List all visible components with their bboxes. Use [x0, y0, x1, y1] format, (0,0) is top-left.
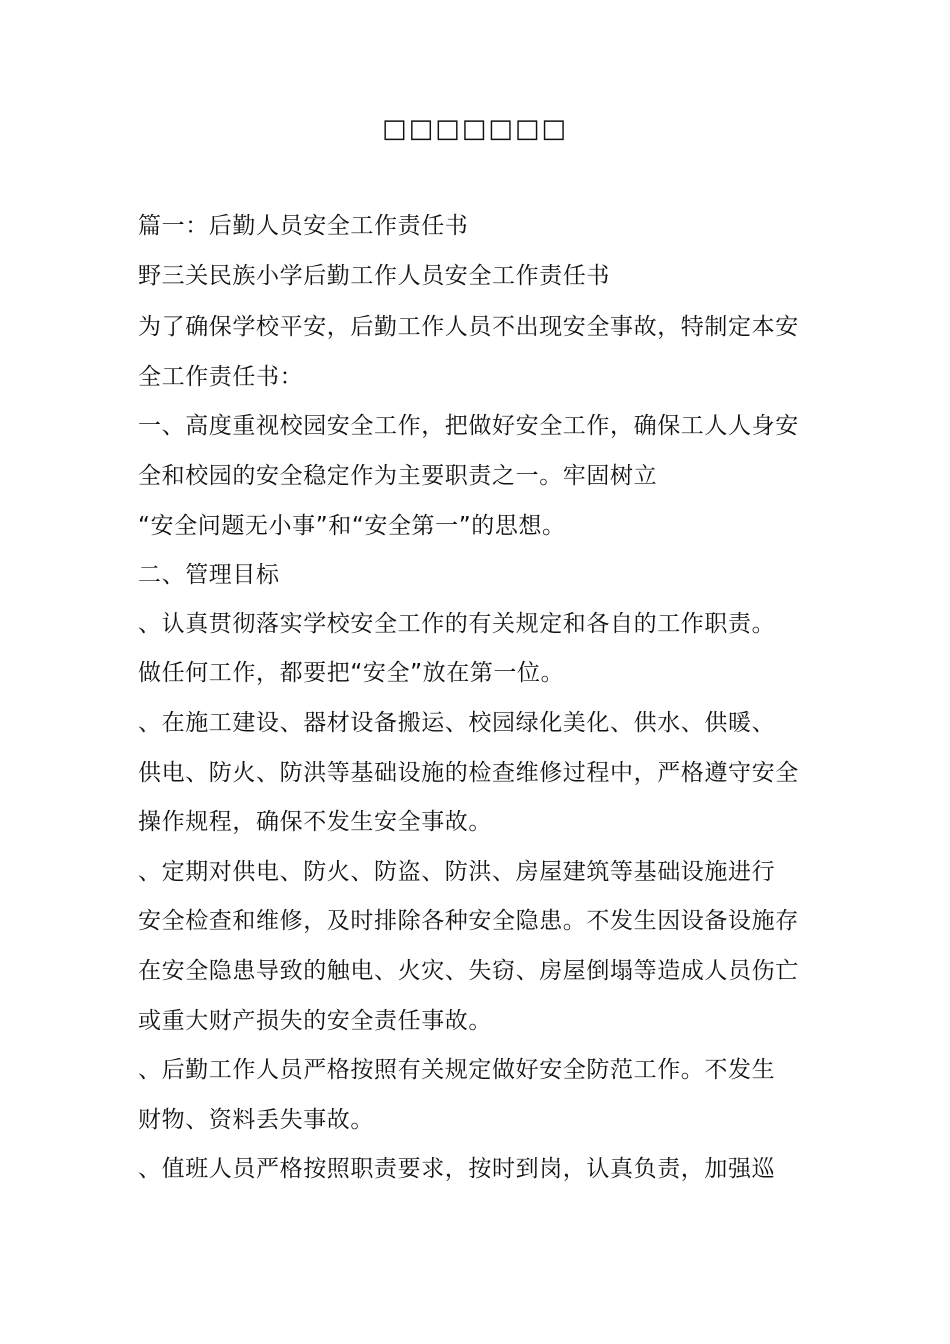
text-line: 或重大财产损失的安全责任事故。 [138, 1008, 492, 1034]
text-line: 财物、资料丢失事故。 [138, 1107, 374, 1133]
text-line: 野三关民族小学后勤工作人员安全工作责任书 [138, 263, 610, 289]
text-line: 一、高度重视校园安全工作，把做好安全工作，确保工人人身安 [138, 413, 799, 439]
text-line: 二、管理目标 [138, 562, 280, 588]
text-line: 、后勤工作人员严格按照有关规定做好安全防范工作。不发生 [138, 1057, 776, 1083]
text-line: 篇一：后勤人员安全工作责任书 [138, 213, 469, 239]
document-title: □□□□□□□ [382, 114, 568, 144]
text-line: 做任何工作，都要把“安全”放在第一位。 [138, 660, 565, 686]
text-line: 、在施工建设、器材设备搬运、校园绿化美化、供水、供暖、 [138, 710, 776, 736]
text-line: 为了确保学校平安，后勤工作人员不出现安全事故，特制定本安 [138, 314, 799, 340]
text-line: “安全问题无小事”和“安全第一”的思想。 [138, 513, 566, 539]
text-line: 供电、防火、防洪等基础设施的检查维修过程中，严格遵守安全 [138, 760, 799, 786]
text-line: 、值班人员严格按照职责要求，按时到岗，认真负责，加强巡 [138, 1156, 776, 1182]
text-line: 全和校园的安全稳定作为主要职责之一。牢固树立 [138, 463, 658, 489]
text-line: 在安全隐患导致的触电、火灾、失窃、房屋倒塌等造成人员伤亡 [138, 958, 799, 984]
text-line: 全工作责任书： [138, 364, 304, 390]
text-line: 安全检查和维修，及时排除各种安全隐患。不发生因设备设施存 [138, 908, 799, 934]
text-line: 、认真贯彻落实学校安全工作的有关规定和各自的工作职责。 [138, 611, 776, 637]
text-line: 操作规程，确保不发生安全事故。 [138, 809, 492, 835]
text-line: 、定期对供电、防火、防盗、防洪、房屋建筑等基础设施进行 [138, 859, 776, 885]
